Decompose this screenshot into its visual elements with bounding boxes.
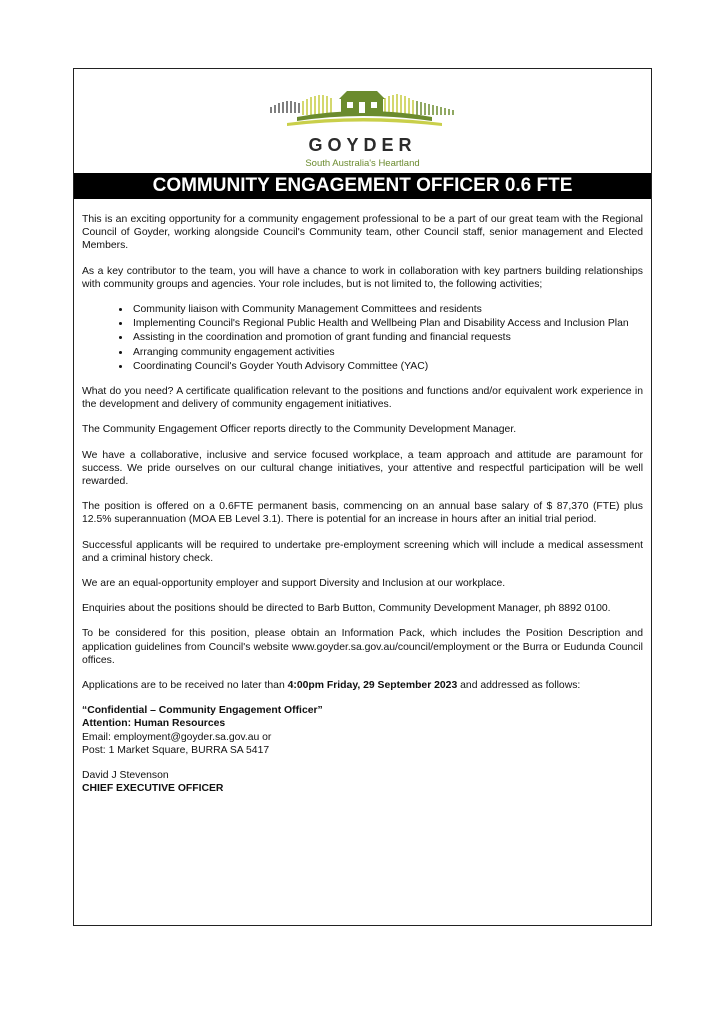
goyder-house-hills-icon (267, 83, 457, 133)
information-pack-paragraph: To be considered for this position, please obtain an Information Pack, which includes the Position Description and application guidelines from Council's website www.goyder.sa.gov.au/council/employment or the Burra or Eudunda Council offices. (82, 628, 643, 666)
signature-block (82, 769, 643, 795)
address-block (82, 704, 643, 757)
requirements-paragraph: What do you need? A certificate qualification relevant to the positions and functions and/or equivalent work experience in the development and delivery of community engagement initiatives. (82, 386, 643, 411)
reporting-paragraph: The Community Engagement Officer reports directly to the Community Development Manager. (82, 424, 517, 436)
deadline-date: 4:00pm Friday, 29 September 2023 (287, 680, 458, 692)
deadline-prefix: Applications are to be received no later than (82, 680, 288, 692)
salary-paragraph: The position is offered on a 0.6FTE permanent basis, commencing on an annual base salary of $ 87,370 (FTE) plus 12.5% superannuation (MOA EB Level 3.1). There is potential for an increase in hours after an initial trial period. (82, 501, 643, 526)
enquiries-paragraph: Enquiries about the positions should be directed to Barb Button, Community Development Manager, ph 8892 0100. (82, 603, 611, 615)
list-item: • Coordinating Council's Goyder Youth Advisory Committee (YAC) (131, 360, 643, 373)
address-post-line: Post: 1 Market Square, BURRA SA 5417 (82, 744, 270, 756)
equal-opportunity-paragraph: We are an equal-opportunity employer and support Diversity and Inclusion at our workplace. (82, 578, 506, 590)
list-item: • Assisting in the coordination and promotion of grant funding and financial requests (131, 331, 643, 344)
address-attention-line: Attention: Human Resources (82, 718, 226, 730)
screening-paragraph: Successful applicants will be required to undertake pre-employment screening which will include a medical assessment and a criminal history check. (82, 539, 643, 564)
advertisement-frame (73, 68, 652, 926)
list-item: • Implementing Council's Regional Public Health and Wellbeing Plan and Disability Access and Inclusion Plan (131, 317, 643, 330)
deadline-paragraph (82, 679, 643, 692)
list-item: • Arranging community engagement activities (131, 346, 643, 359)
brand-name: GOYDER (308, 135, 417, 155)
job-title: COMMUNITY ENGAGEMENT OFFICER 0.6 FTE (74, 173, 651, 199)
signatory-name: David J Stevenson (82, 770, 169, 782)
brand-tagline: South Australia's Heartland (305, 158, 420, 169)
intro-paragraph: This is an exciting opportunity for a community engagement professional to be a part of our great team with the Regional Council of Goyder, working alongside Council's Community team, other Council staff, senior management and Elected Members. (82, 214, 643, 252)
goyder-logo (74, 83, 651, 169)
intro-paragraph: As a key contributor to the team, you will have a chance to work in collaboration with key partners building relationships with community groups and agencies. Your role includes, but is not limited to, the following activities; (82, 265, 643, 290)
advertisement-body (82, 213, 643, 796)
list-item: • Community liaison with Community Management Committees and residents (131, 303, 643, 316)
deadline-suffix: and addressed as follows: (457, 680, 581, 692)
address-email-line: Email: employment@goyder.sa.gov.au or (82, 731, 272, 743)
address-confidential-line: “Confidential – Community Engagement Officer” (82, 705, 323, 717)
workplace-paragraph: We have a collaborative, inclusive and service focused workplace, a team approach and attitude are paramount for success. We pride ourselves on our cultural change initiatives, your attentive and respectful participation will be well rewarded. (82, 449, 643, 488)
signatory-role: CHIEF EXECUTIVE OFFICER (82, 783, 224, 795)
activities-list (82, 303, 643, 373)
